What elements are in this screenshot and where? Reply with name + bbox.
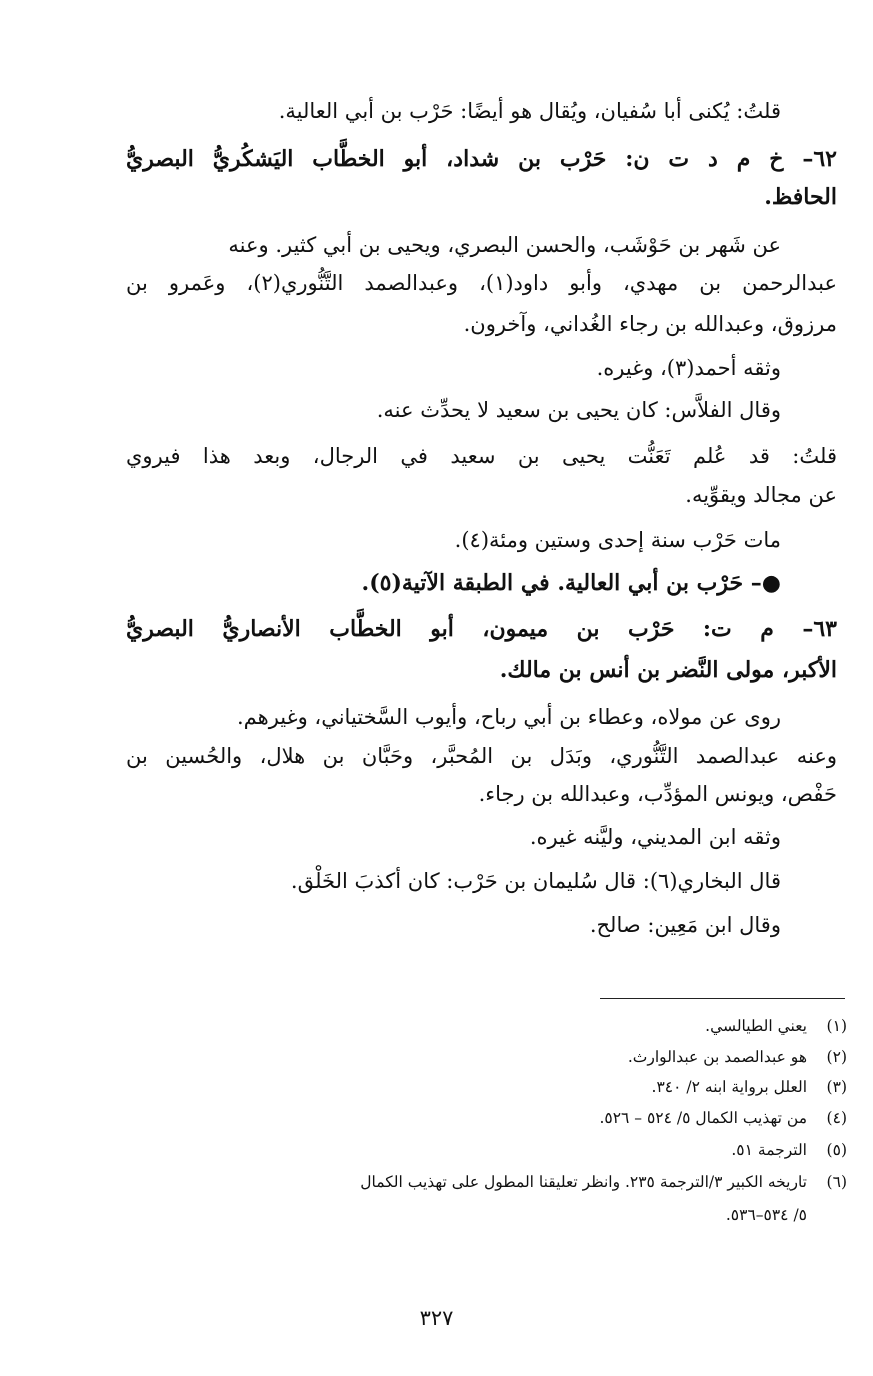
footnote [628, 1045, 847, 1069]
footnote-text: الترجمة ٥١. [731, 1141, 807, 1159]
footnote-number: (٦) [826, 1173, 847, 1191]
paragraph-line: عن مجالد ويقوِّيه. [685, 483, 837, 507]
footnote-separator [600, 998, 845, 999]
footnote-number: (٤) [826, 1109, 847, 1127]
footnote-number: (٥) [826, 1141, 847, 1159]
page-number: ٣٢٧ [419, 1306, 454, 1330]
footnote-number: (٣) [826, 1078, 847, 1096]
footnote-number: (٢) [826, 1048, 847, 1066]
footnote-text: العلل برواية ابنه ٢/ ٣٤٠. [651, 1078, 807, 1096]
footnote [599, 1106, 847, 1130]
paragraph-line: قلتُ: يُكنى أبا سُفيان، ويُقال هو أيضًا: حَرْب بن أبي العالية. [278, 99, 781, 123]
paragraph-line: روى عن مولاه، وعطاء بن أبي رباح، وأيوب السَّختياني، وغيرهم. [236, 705, 781, 729]
footnote [731, 1138, 847, 1162]
paragraph-line: مات حَرْب سنة إحدى وستين ومئة(٤). [454, 528, 781, 552]
paragraph-line: وقال ابن مَعِين: صالح. [589, 913, 781, 937]
paragraph-line: وثقه أحمد(٣)، وغيره. [596, 356, 781, 380]
entry-heading-62: ٦٢– خ م د ت ن: حَرْب بن شداد، أبو الخطَّاب اليَشكُريُّ البصريُّ [126, 146, 837, 172]
paragraph-line: حَفْص، ويونس المؤدِّب، وعبدالله بن رجاء. [478, 782, 837, 806]
paragraph-line: عبدالرحمن بن مهدي، وأبو داود(١)، وعبدالصمد التَّنُّوري(٢)، وعَمرو بن [126, 271, 837, 295]
paragraph-line: وقال الفلاَّس: كان يحيى بن سعيد لا يحدِّث عنه. [376, 398, 781, 422]
footnote-continuation: ٥/ ٥٣٤–٥٣٦. [725, 1206, 807, 1224]
footnote [705, 1014, 847, 1038]
entry-heading-62-cont: الحافظ. [764, 184, 837, 210]
footnote-text: تاريخه الكبير ٣/الترجمة ٢٣٥. وانظر تعليقنا المطول على تهذيب الكمال [360, 1173, 807, 1191]
footnote-text: من تهذيب الكمال ٥/ ٥٢٤ – ٥٢٦. [599, 1109, 807, 1127]
paragraph-line: وعنه عبدالصمد التَّنُّوري، وبَدَل بن المُحبَّر، وحَبَّان بن هلال، والحُسين بن [126, 744, 837, 768]
entry-heading-63: ٦٣– م ت: حَرْب بن ميمون، أبو الخطَّاب الأنصاريُّ البصريُّ [126, 616, 837, 642]
footnote-text: هو عبدالصمد بن عبدالوارث. [627, 1048, 807, 1066]
cross-reference-entry: ●– حَرْب بن أبي العالية. في الطبقة الآتية(٥). [361, 570, 781, 596]
footnote-text: يعني الطيالسي. [705, 1017, 807, 1035]
entry-heading-63-cont: الأكبر، مولى النَّضر بن أنس بن مالك. [499, 657, 837, 683]
footnote [360, 1170, 847, 1194]
paragraph-line: قال البخاري(٦): قال سُليمان بن حَرْب: كان أكذبَ الخَلْق. [290, 869, 781, 893]
footnote [652, 1075, 847, 1099]
paragraph-line: وثقه ابن المديني، وليَّنه غيره. [529, 825, 781, 849]
paragraph-line: مرزوق، وعبدالله بن رجاء الغُداني، وآخرون. [463, 312, 837, 336]
paragraph-line: عن شَهر بن حَوْشَب، والحسن البصري، ويحيى بن أبي كثير. وعنه [228, 233, 781, 257]
paragraph-line: قلتُ: قد عُلم تَعَنُّت يحيى بن سعيد في الرجال، وبعد هذا فيروي [126, 444, 837, 468]
footnote-number: (١) [826, 1017, 847, 1035]
